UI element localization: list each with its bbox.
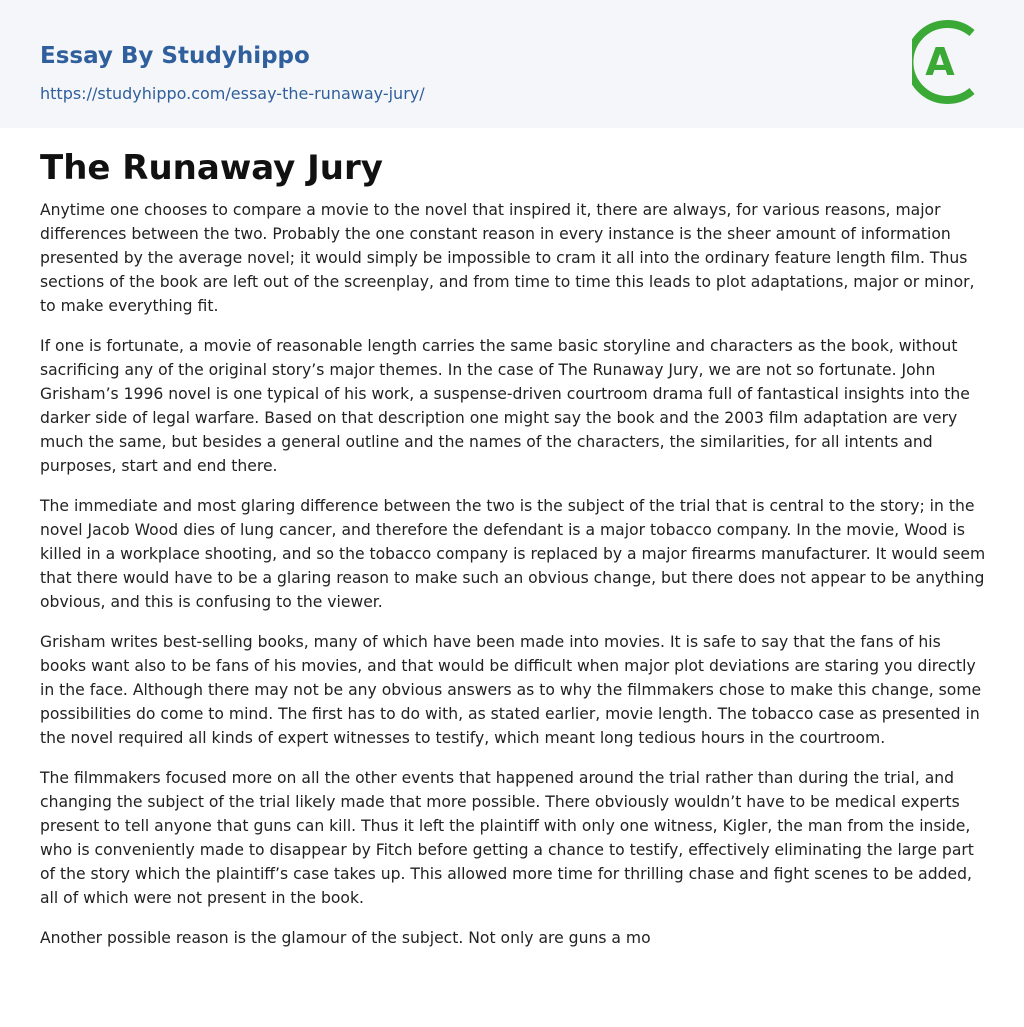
article-paragraph: Another possible reason is the glamour of the subject. Not only are guns a mo [40, 929, 651, 947]
article-paragraph: The filmmakers focused more on all the other events that happened around the trial rather than during the trial, and changing the subject of the trial likely made that more possible. There obviously wouldn’t have to be medical experts present to tell anyone that guns can kill. Thus it left the plaintiff with only one witness, Kigler, the man from the inside, who is conveniently made to disappear by Fitch before getting a chance to testify, effectively eliminating the large part of the story which the plaintiff’s case takes up. This allowed more time for thrilling chase and fight scenes to be added, all of which were not present in the book. [40, 769, 974, 907]
page-url-link[interactable]: https://studyhippo.com/essay-the-runaway-jury/ [40, 84, 425, 103]
article-paragraph: If one is fortunate, a movie of reasonable length carries the same basic storyline and characters as the book, without sacrificing any of the original story’s major themes. In the case of The Runaway Jury, we are not so fortunate. John Grisham’s 1996 novel is one typical of his work, a suspense-driven courtroom drama full of fantastical insights into the darker side of legal warfare. Based on that description one might say the book and the 2003 film adaptation are very much the same, but besides a general outline and the names of the characters, the similarities, for all intents and purposes, start and end there. [40, 337, 970, 475]
studyhippo-logo-icon[interactable] [912, 18, 988, 106]
article [40, 146, 988, 966]
site-brand[interactable]: Essay By Studyhippo [40, 43, 310, 69]
article-title: The Runaway Jury [40, 148, 383, 188]
site-header [0, 0, 1024, 128]
svg-text:A: A [925, 40, 955, 84]
article-paragraph: The immediate and most glaring difference between the two is the subject of the trial that is central to the story; in the novel Jacob Wood dies of lung cancer, and therefore the defendant is a major tobacco company. In the movie, Wood is killed in a workplace shooting, and so the tobacco company is replaced by a major firearms manufacturer. It would seem that there would have to be a glaring reason to make such an obvious change, but there does not appear to be anything obvious, and this is confusing to the viewer. [40, 497, 986, 611]
article-paragraph: Grisham writes best-selling books, many of which have been made into movies. It is safe to say that the fans of his books want also to be fans of his movies, and that would be difficult when major plot deviations are staring you directly in the face. Although there may not be any obvious answers as to why the filmmakers chose to make this change, some possibilities do come to mind. The first has to do with, as stated earlier, movie length. The tobacco case as presented in the novel required all kinds of expert witnesses to testify, which meant long tedious hours in the courtroom. [40, 633, 982, 747]
article-paragraph: Anytime one chooses to compare a movie to the novel that inspired it, there are always, for various reasons, major differences between the two. Probably the one constant reason in every instance is the sheer amount of information presented by the average novel; it would simply be impossible to cram it all into the ordinary feature length film. Thus sections of the book are left out of the screenplay, and from time to time this leads to plot adaptations, major or minor, to make everything fit. [40, 201, 975, 315]
